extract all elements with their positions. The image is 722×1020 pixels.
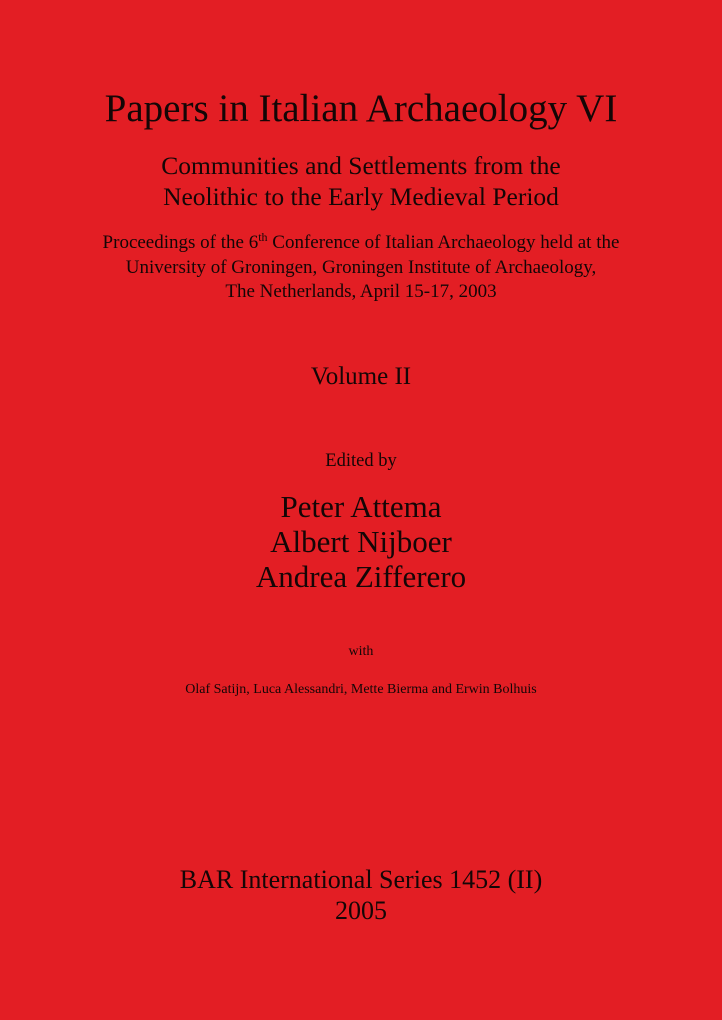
proceedings-line-3: The Netherlands, April 15-17, 2003: [225, 281, 497, 302]
series-name: BAR International Series 1452 (II): [179, 865, 543, 894]
edited-by-label: Edited by: [325, 451, 397, 471]
editor-name: Andrea Zifferero: [255, 559, 467, 594]
publication-year: 2005: [335, 896, 387, 925]
series-info: [0, 864, 722, 926]
editor-name: Albert Nijboer: [270, 524, 452, 559]
editor-name: Peter Attema: [280, 489, 442, 524]
editors-list: [0, 489, 722, 594]
proceedings-line-1-pre: Proceedings of the 6: [102, 232, 259, 253]
with-label: with: [348, 644, 374, 659]
ordinal-suffix: th: [258, 230, 268, 244]
volume-label: Volume II: [310, 363, 412, 390]
book-subtitle: [0, 150, 722, 212]
proceedings-line-1: [0, 231, 722, 256]
proceedings-line-2: University of Groningen, Groningen Institute of Archaeology,: [125, 256, 597, 278]
proceedings-text: [0, 231, 722, 305]
proceedings-line-1-post: Conference of Italian Archaeology held at the: [267, 232, 620, 253]
subtitle-line-1: Communities and Settlements from the: [161, 151, 561, 180]
contributors-list: Olaf Satijn, Luca Alessandri, Mette Bierma and Erwin Bolhuis: [185, 682, 537, 697]
book-title: Papers in Italian Archaeology VI: [104, 87, 618, 130]
subtitle-line-2: Neolithic to the Early Medieval Period: [163, 182, 559, 211]
